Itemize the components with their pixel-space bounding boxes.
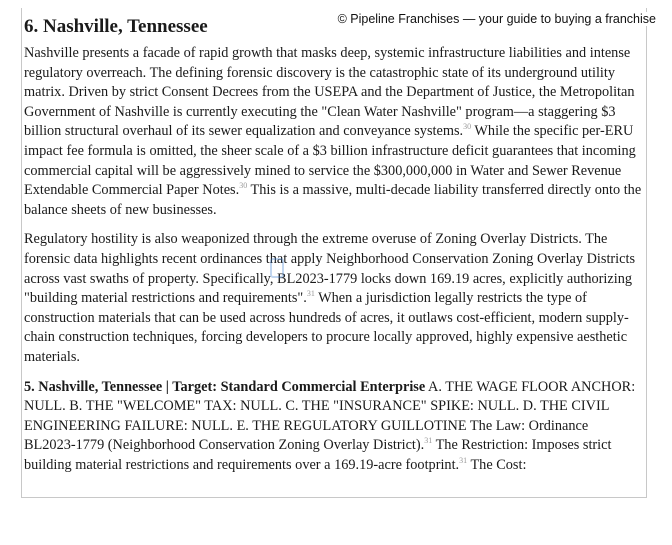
footnote-ref[interactable]: 31 — [424, 436, 433, 446]
target-heading: 5. Nashville, Tennessee | Target: Standard Commercial Enterprise — [24, 378, 426, 395]
section-title: 6. Nashville, Tennessee — [24, 16, 208, 37]
paragraph-text: While the specific per-ERU impact fee formula is omitted, the sheer scale of a $3 billion infrastructure deficit guarantees that incoming commercial capital will be aggressively mined to service the $300,000,000 in Water and Sewer Revenue Extendable Commercial Paper Notes. — [24, 123, 636, 199]
paragraph-zoning — [24, 230, 642, 367]
footnote-ref[interactable]: 31 — [459, 455, 468, 465]
footnote-ref[interactable]: 30 — [463, 122, 472, 132]
paragraph-text: Regulatory hostility is also weaponized through the extreme overuse of Zoning Overlay Districts. The forensic data highlights recent ordinances that apply Neighborhood Conservation Zoning Overlay Districts across vast swaths of property. Specifically, BL2023-1779 locks down 169.19 acres, explicitly authorizing "building material restrictions and requirements". — [24, 231, 636, 307]
paragraph-text: The Cost: — [467, 456, 527, 473]
document-page — [21, 8, 647, 498]
copyright-notice: © Pipeline Franchises — your guide to buying a franchise — [334, 12, 656, 26]
paragraph-text: The Restriction: Imposes strict building material restrictions and requirements over a 169.19-acre footprint. — [24, 437, 612, 473]
paragraph-text: A. THE WAGE FLOOR ANCHOR: NULL. B. THE "WELCOME" TAX: NULL. C. THE "INSURANCE" SPIKE: NULL. D. THE CIVIL ENGINEERING FAILURE: NULL. E. THE REGULATORY GUILLOTINE The Law: Ordinance BL2023-1779 (Neighborhood Conservation Zoning Overlay District). — [24, 378, 636, 454]
footnote-ref[interactable]: 31 — [306, 289, 315, 299]
footnote-ref[interactable]: 30 — [239, 181, 248, 191]
paragraph-infrastructure — [24, 44, 642, 220]
paragraph-text: When a jurisdiction legally restricts the type of construction materials that can be used across hundreds of acres, it outlaws cost-efficient, modern supply-chain construction techniques, forcing developers to procure locally approved, highly expensive aesthetic materials. — [24, 290, 629, 365]
paragraph-text: This is a massive, multi-decade liability transferred directly onto the balance sheets of new businesses. — [24, 182, 642, 218]
paragraph-text: Nashville presents a facade of rapid growth that masks deep, systemic infrastructure liabilities and intense regulatory overreach. The defining forensic discovery is the catastrophic state of its underground utility matrix. Driven by strict Consent Decrees from the USEPA and the Department of Justice, the Metropolitan Government of Nashville is currently executing the "Clean Water Nashville" program—a staggering $3 billion structural overhaul of its sewer equalization and conveyance systems. — [24, 45, 635, 140]
paragraph-target — [24, 378, 642, 476]
